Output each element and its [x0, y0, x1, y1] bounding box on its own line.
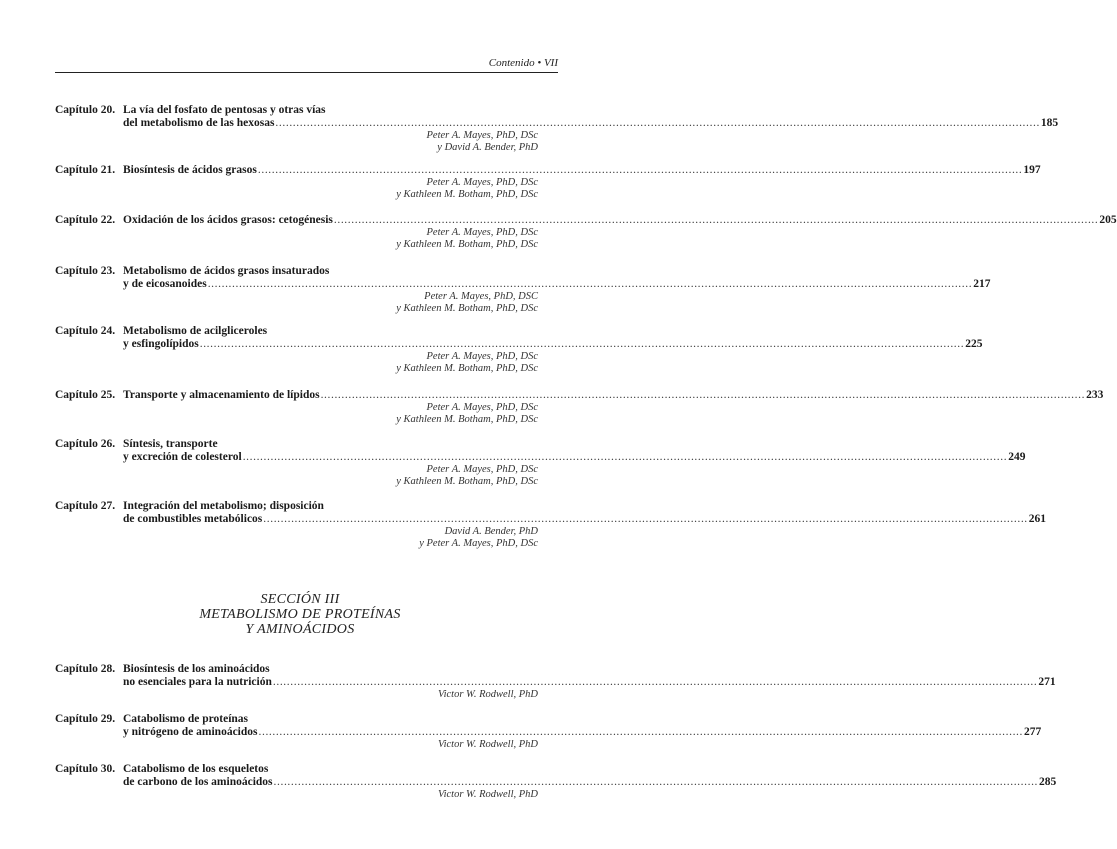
toc-entry-line1: [55, 389, 1104, 402]
toc-entry-line2: [55, 117, 1059, 130]
toc-entry-line1: [55, 663, 540, 676]
toc-entry-line1: [55, 265, 540, 278]
chapter-title-line2: del metabolismo de las hexosas: [123, 117, 275, 129]
toc-entry-line1: [55, 104, 540, 117]
author-line: Peter A. Mayes, PhD, DSc: [426, 227, 538, 238]
chapter-title-line1: Biosíntesis de ácidos grasos: [123, 164, 257, 176]
page-number: 185: [1040, 117, 1059, 129]
chapter-label: Capítulo 26.: [55, 438, 116, 450]
toc-entry: [55, 265, 991, 314]
toc-entry: [55, 663, 1056, 701]
running-head: Contenido • VII: [488, 57, 558, 69]
toc-entry-line2: [55, 676, 1056, 689]
chapter-title-line2: de carbono de los aminoácidos: [123, 776, 273, 788]
toc-entry-line2: [55, 338, 983, 351]
toc-entry-line2: [55, 278, 991, 291]
author-line: y Kathleen M. Botham, PhD, DSc: [396, 413, 538, 425]
chapter-label: Capítulo 21.: [55, 164, 116, 176]
chapter-label: Capítulo 30.: [55, 763, 116, 775]
chapter-label: Capítulo 27.: [55, 500, 116, 512]
toc-entry-line1: [55, 500, 540, 513]
chapter-title-line2: y nitrógeno de aminoácidos: [123, 726, 258, 738]
toc-entry: [55, 389, 1104, 425]
toc-entry-line2: [55, 513, 1047, 526]
chapter-label: Capítulo 24.: [55, 325, 116, 337]
page-number: 277: [1024, 726, 1042, 738]
toc-entry-line1: [55, 713, 540, 726]
page-number: 249: [1008, 451, 1026, 463]
page-number: 197: [1023, 164, 1041, 176]
toc-entry-line1: [55, 214, 1117, 227]
chapter-title-line1: Metabolismo de acilgliceroles: [123, 325, 268, 337]
author-line: Peter A. Mayes, PhD, DSc: [426, 130, 538, 141]
leader-dots: ............................................................................................................................................................................................................................: [257, 164, 1023, 176]
author-line: Peter A. Mayes, PhD, DSc: [426, 402, 538, 413]
toc-entry-line2: [55, 726, 1042, 739]
chapter-title-line1: Metabolismo de ácidos grasos insaturados: [123, 265, 330, 277]
page-number: 285: [1039, 776, 1057, 788]
author-line: y Kathleen M. Botham, PhD, DSc: [396, 475, 538, 487]
leader-dots: ............................................................................................................................................................................................................................: [333, 214, 1099, 226]
author-line: Peter A. Mayes, PhD, DSc: [426, 351, 538, 362]
chapter-title-line1: La vía del fosfato de pentosas y otras vías: [123, 104, 326, 116]
toc-entry: [55, 763, 1057, 801]
toc-entry: [55, 164, 1041, 200]
toc-entry: [55, 104, 1059, 153]
chapter-title-line1: Catabolismo de los esqueletos: [123, 763, 269, 775]
toc-entry-line2: [55, 776, 1057, 789]
chapter-title-line1: Integración del metabolismo; disposición: [123, 500, 324, 512]
leader-dots: ............................................................................................................................................................................................................................: [207, 278, 973, 290]
chapter-authors: [55, 351, 540, 374]
chapter-label: Capítulo 22.: [55, 214, 116, 226]
author-line: y Kathleen M. Botham, PhD, DSc: [396, 302, 538, 314]
section-title-line2: Y AMINOÁCIDOS: [245, 622, 355, 637]
author-line: Victor W. Rodwell, PhD: [437, 789, 538, 800]
toc-entry-line1: [55, 763, 540, 776]
section-heading: [0, 592, 600, 637]
chapter-label: Capítulo 20.: [55, 104, 116, 116]
chapter-label: Capítulo 23.: [55, 265, 116, 277]
chapter-title-line2: no esenciales para la nutrición: [123, 676, 272, 688]
chapter-authors: [55, 464, 540, 487]
leader-dots: ............................................................................................................................................................................................................................: [263, 513, 1028, 525]
section-label: SECCIÓN III: [260, 592, 340, 607]
page-number: 205: [1099, 214, 1117, 226]
chapter-title-line1: Síntesis, transporte: [123, 438, 218, 450]
section-title-line1: METABOLISMO DE PROTEÍNAS: [199, 607, 401, 622]
chapter-title-line1: Biosíntesis de los aminoácidos: [123, 663, 270, 675]
author-line: y Kathleen M. Botham, PhD, DSc: [396, 362, 538, 374]
chapter-authors: [55, 739, 540, 751]
toc-entry-line2: [55, 451, 1026, 464]
page-number: 233: [1086, 389, 1104, 401]
chapter-title-line2: y esfingolípidos: [123, 338, 199, 350]
author-line: y David A. Bender, PhD: [437, 141, 538, 153]
toc-entry-line1: [55, 164, 1041, 177]
author-line: Peter A. Mayes, PhD, DSc: [426, 464, 538, 475]
author-line: Victor W. Rodwell, PhD: [437, 739, 538, 750]
chapter-authors: [55, 526, 540, 549]
leader-dots: ............................................................................................................................................................................................................................: [320, 389, 1086, 401]
chapter-title-line2: y excreción de colesterol: [123, 451, 242, 463]
leader-dots: ............................................................................................................................................................................................................................: [242, 451, 1008, 463]
page-number: 225: [965, 338, 983, 350]
author-line: y Kathleen M. Botham, PhD, DSc: [396, 188, 538, 200]
author-line: David A. Bender, PhD: [444, 526, 538, 537]
author-line: y Kathleen M. Botham, PhD, DSc: [396, 238, 538, 250]
author-line: Peter A. Mayes, PhD, DSC: [424, 291, 538, 302]
chapter-label: Capítulo 28.: [55, 663, 116, 675]
chapter-authors: [55, 130, 540, 153]
toc-entry: [55, 500, 1047, 549]
toc-entry: [55, 438, 1026, 487]
chapter-title-line1: Catabolismo de proteínas: [123, 713, 249, 725]
leader-dots: ............................................................................................................................................................................................................................: [199, 338, 965, 350]
chapter-authors: [55, 227, 540, 250]
chapter-title-line2: de combustibles metabólicos: [123, 513, 263, 525]
chapter-authors: [55, 291, 540, 314]
chapter-label: Capítulo 29.: [55, 713, 116, 725]
leader-dots: ............................................................................................................................................................................................................................: [273, 776, 1039, 788]
chapter-title-line1: Oxidación de los ácidos grasos: cetogénesis: [123, 214, 333, 226]
chapter-title-line1: Transporte y almacenamiento de lípidos: [123, 389, 320, 401]
leader-dots: ............................................................................................................................................................................................................................: [272, 676, 1038, 688]
author-line: y Peter A. Mayes, PhD, DSc: [419, 537, 538, 549]
chapter-authors: [55, 789, 540, 801]
page-number: 271: [1038, 676, 1056, 688]
toc-entry-line1: [55, 438, 540, 451]
author-line: Peter A. Mayes, PhD, DSc: [426, 177, 538, 188]
toc-entry: [55, 713, 1042, 751]
page-number: 217: [973, 278, 991, 290]
leader-dots: ............................................................................................................................................................................................................................: [258, 726, 1023, 738]
chapter-label: Capítulo 25.: [55, 389, 116, 401]
chapter-authors: [55, 402, 540, 425]
chapter-authors: [55, 689, 540, 701]
page-number: 261: [1028, 513, 1047, 525]
leader-dots: ............................................................................................................................................................................................................................: [275, 117, 1040, 129]
toc-entry-line1: [55, 325, 540, 338]
toc-entry: [55, 214, 1117, 250]
chapter-title-line2: y de eicosanoides: [123, 278, 207, 290]
chapter-authors: [55, 177, 540, 200]
toc-entry: [55, 325, 983, 374]
author-line: Victor W. Rodwell, PhD: [437, 689, 538, 700]
